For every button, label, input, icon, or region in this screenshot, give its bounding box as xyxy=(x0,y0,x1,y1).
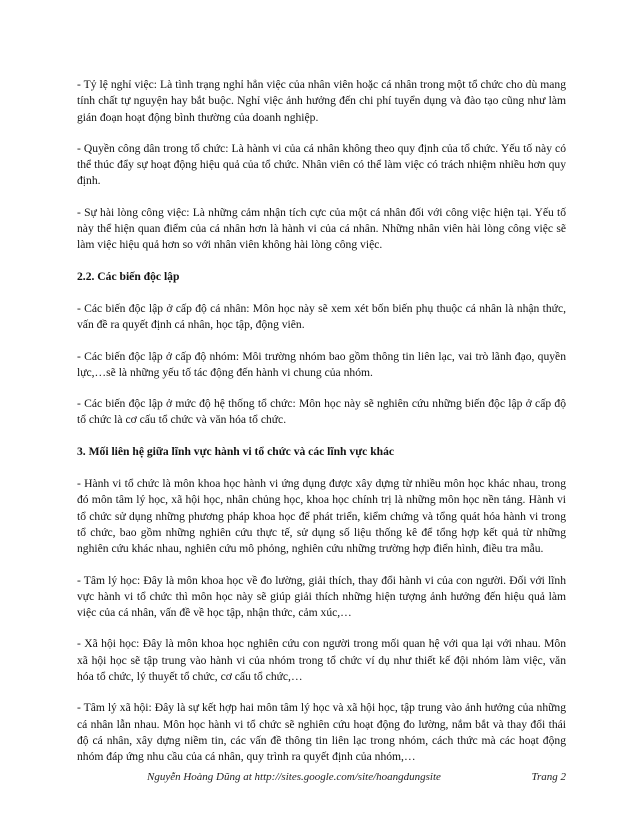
paragraph-hanh-vi-to-chuc: - Hành vi tổ chức là môn khoa học hành vi ứng dụng được xây dựng từ nhiều môn học khác nhau, trong đó môn tâm lý học, xã hội học, nhân chủng học, khoa học chính trị là những môn học nền tảng. Hành vi tổ chức sử dụng những phương pháp khoa học để phát triển, kiểm chứng và tổng quát hóa hành vi trong tổ chức, bao gồm những nghiên cứu thực tế, sử dụng số liệu thống kê để tổng hợp kết quả từ những nghiên cứu khác nhau, nghiên cứu mô phỏng, nghiên cứu những trường hợp điển hình, điều tra mẫu. xyxy=(77,477,566,556)
paragraph-bien-he-thong: - Các biến độc lập ở mức độ hệ thống tổ chức: Môn học này sẽ nghiên cứu những biến độc lập ở cấp độ tổ chức là cơ cấu tổ chức và văn hóa tổ chức. xyxy=(77,397,566,427)
paragraph-ty-le-nghi-viec: - Tỷ lệ nghỉ việc: Là tình trạng nghỉ hẳn việc của nhân viên hoặc cá nhân trong một tổ chức cho dù mang tính chất tự nguyện hay bắt buộc. Nghỉ việc ảnh hưởng đến chi phí tuyển dụng và đào tạo cũng như làm gián đoạn hoạt động bình thường của doanh nghiệp. xyxy=(77,78,566,124)
section-heading-2-2: 2.2. Các biến độc lập xyxy=(77,269,180,283)
page-body xyxy=(77,77,566,781)
paragraph-su-hai-long: - Sự hài lòng công việc: Là những cảm nhận tích cực của một cá nhân đối với công việc hiện tại. Yếu tố này thể hiện quan điểm của cá nhân hơn là hành vi của cá nhân. Những nhân viên hài lòng công việc sẽ làm việc hiệu quả hơn so với nhân viên không hài lòng công việc. xyxy=(77,205,566,252)
section-heading-3: 3. Mối liên hệ giữa lĩnh vực hành vi tổ chức và các lĩnh vực khác xyxy=(77,444,395,458)
footer-source: Nguyễn Hoàng Dũng at http://sites.google.com/site/hoangdungsite xyxy=(147,771,441,783)
paragraph-bien-ca-nhan: - Các biến độc lập ở cấp độ cá nhân: Môn học này sẽ xem xét bốn biến phụ thuộc cá nhân là nhận thức, vấn đề ra quyết định cá nhân, học tập, động viên. xyxy=(77,301,566,332)
paragraph-bien-nhom: - Các biến độc lập ở cấp độ nhóm: Môi trường nhóm bao gồm thông tin liên lạc, vai trò lãnh đạo, quyền lực,…sẽ là những yếu tố tác động đến hành vi chung của nhóm. xyxy=(77,349,566,379)
page-footer xyxy=(77,771,566,787)
paragraph-tam-ly-xa-hoi: - Tâm lý xã hội: Đây là sự kết hợp hai môn tâm lý học và xã hội học, tập trung vào ảnh hưởng của những cá nhân lẫn nhau. Môn học hành vi tổ chức sẽ nghiên cứu hoạt động đo lường, nắm bắt và thay đổi thái độ cá nhân, xây dựng niềm tin, các vấn đề thông tin liên lạc trong nhóm, cách thức mà các hoạt động nhóm đáp ứng nhu cầu của cá nhân, quy trình ra quyết định của nhóm,… xyxy=(77,701,566,764)
paragraph-xa-hoi-hoc: - Xã hội học: Đây là môn khoa học nghiên cứu con người trong mối quan hệ với qua lại với nhau. Môn xã hội học sẽ tập trung vào hành vi của nhóm trong tổ chức ví dụ như thiết kế đội nhóm làm việc, văn hóa tổ chức, lý thuyết tổ chức, cơ cấu tổ chức,… xyxy=(77,637,566,684)
paragraph-tam-ly-hoc: - Tâm lý học: Đây là môn khoa học về đo lường, giải thích, thay đổi hành vi của con người. Đối với lĩnh vực hành vi tổ chức thì môn học này sẽ giúp giải thích những hiện tượng ảnh hưởng đến hiệu quả làm việc của cá nhân, vấn đề về học tập, nhận thức, cảm xúc,… xyxy=(77,573,566,620)
paragraph-quyen-cong-dan: - Quyền công dân trong tổ chức: Là hành vi của cá nhân không theo quy định của tổ chức. Yếu tố này có thể thúc đẩy sự hoạt động hiệu quả của tổ chức. Nhân viên có thể làm việc có trách nhiệm nhiều hơn quy định. xyxy=(77,141,566,188)
footer-page-number: Trang 2 xyxy=(531,771,566,783)
